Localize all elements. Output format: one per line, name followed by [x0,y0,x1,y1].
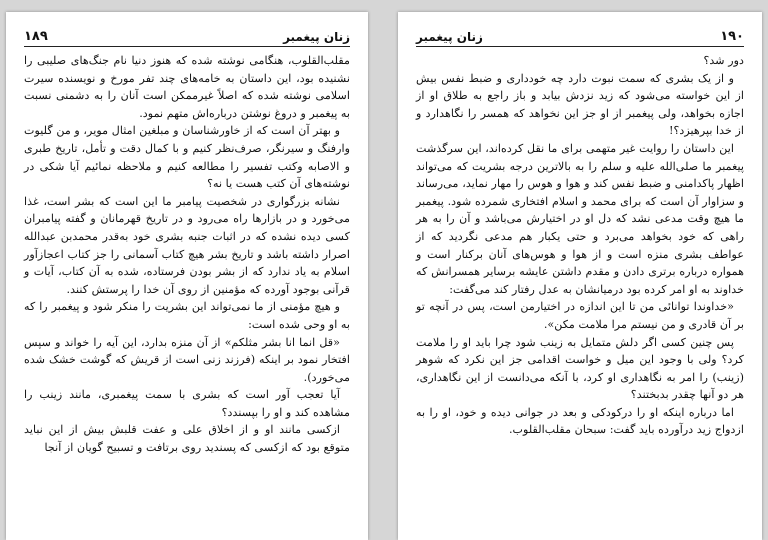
left-running-title: زنان پیغمبر [283,30,350,44]
right-paragraph-5: پس چنین کسی اگر دلش متمایل به زینب شود چرا باید او را ملامت کرد؟ ولی با وجود این میل و خواست اقدامی جز این نکرد که شوهر (زینب) را امر به نگاهداری او کرد، با آنکه می‌دانست از این نگاهداری، هر دو آنها چقدر بدبختند؟ [416,335,744,402]
left-page-body [24,52,350,534]
right-page-header [416,24,744,47]
left-paragraph-2: و بهتر آن است که از خاورشناسان و مبلغین امثال مویر، و من گلیوت وارفنگ و سیرنگر، صرف‌نظر کنیم و با کمال دقت و تأمل، تاریخ طبری و الاصابه وکتب تفسیر را مطالعه کنیم و ملاحظه نمائیم آیا شکی در نوشته‌های آن کتب هست یا نه؟ [24,124,350,191]
left-paragraph-1: مقلب‌القلوب، هنگامی نوشته شده که هنوز دنیا نام جنگ‌های صلیبی را نشنیده بود، این داستان به خامه‌های چند تفر مورخ و نویسنده سیرت اسلامی نوشته شده که اصلاً غیرممکن است آنان را به دشمنی نسبت به پیغمبر و دروغ نوشتن درباره‌اش متهم نمود. [24,54,350,120]
left-paragraph-6: آیا تعجب آور است که بشری با سمت پیغمبری، مانند زینب را مشاهده کند و او را بپسندد؟ [24,388,350,419]
left-paragraph-3: نشانه بزرگواری در شخصیت پیامبر ما این است که بشر است، غذا می‌خورد و در بازارها راه می‌رود و در تاریخ قهرمانان و گفته پیامبران کسی دیده نشده که در اثبات جنبه بشری خود به‌قدر محمدبن عبدالله اصرار داشته باشد و تاریخ بشر هیچ کتاب آسمانی را جز کتاب اعجازآور اسلام به یاد ندارد که از بشر بودن فرستاده، شده به آن کتاب، آیات و قرآنی بوجود آورده که مؤمنین از روی آن خدا را پرستش کنند. [24,194,350,296]
right-paragraph-2: و از یک بشری که سمت نبوت دارد چه خودداری و ضبط نفس بیش از این خواسته می‌شود که زید نزدش بیابد و باز راجع به طلاق او از اجازه بخواهد، ولی پیغمبر از او جز این نخواهد که همسر را نگاهدارد و از خدا بپرهیزد؟! [416,71,744,138]
right-page [398,12,762,540]
right-page-body [416,52,744,534]
left-page [6,12,368,540]
right-paragraph-1: دور شد؟ [703,54,744,67]
right-page-number: ۱۹۰ [720,29,744,44]
right-paragraph-3: این داستان را روایت غیر متهمی برای ما نقل کرده‌اند، این سرگذشت پیغمبر ما صلی‌الله علیه و سلم را به بالاترین درجه بشریت که می‌تواند اظهار پاکدامنی و ضبط نفس کند و هوا و هوس را مهار نماید، می‌رساند و سزاوار آن است که برای محمد و اسلام افتخاری شمرده شود. پیغمبر ما هیچ وقت مدعی نشد که دل او در اختیارش می‌باشد و آن را به هر راهی که خود بخواهد می‌برد و حتی یکبار هم مدعی نگردید که از عواطف بشری منزه است و از هوا و هوس‌های آنان برکنار است و همواره درباره برتری دادن و مقدم داشتن عایشه برسایر همسرانش که خداوند به او امر کرده بود درمیانشان به عدل رفتار کند می‌گفت: [416,141,744,296]
left-page-number: ۱۸۹ [24,29,48,44]
left-paragraph-7: ازکسی مانند او و از اخلاق علی و عفت قلبش بیش از این نباید متوقع بود که ازکسی که پسندید روی برتافت و تسبیح گویان از آنجا [24,423,350,455]
right-running-title: زنان پیغمبر [416,30,483,44]
right-paragraph-4: «خداوندا توانائی من تا این اندازه در اختیارمن است، پس در آنچه تو بر آن قادری و من نیستم مرا ملامت مکن». [416,300,744,331]
left-paragraph-4: و هیچ مؤمنی از ما نمی‌تواند این بشریت را منکر شود و پیغمبر را که به او وحی شده است: [24,300,350,331]
right-paragraph-6: اما درباره اینکه او را درکودکی و بعد در جوانی دیده و خود، او را به ازدواج زید درآورده باید گفت: سبحان مقلب‌القلوب. [416,405,744,437]
left-page-header [24,24,350,47]
book-gutter [368,12,398,540]
left-paragraph-5: «قل انما انا بشر مثلکم» از آن منزه بدارد، این آیه را خواند و سپس افتخار نمود بر اینکه (فرزند زنی است از قریش که گوشت خشک شده می‌خورد). [24,335,350,384]
